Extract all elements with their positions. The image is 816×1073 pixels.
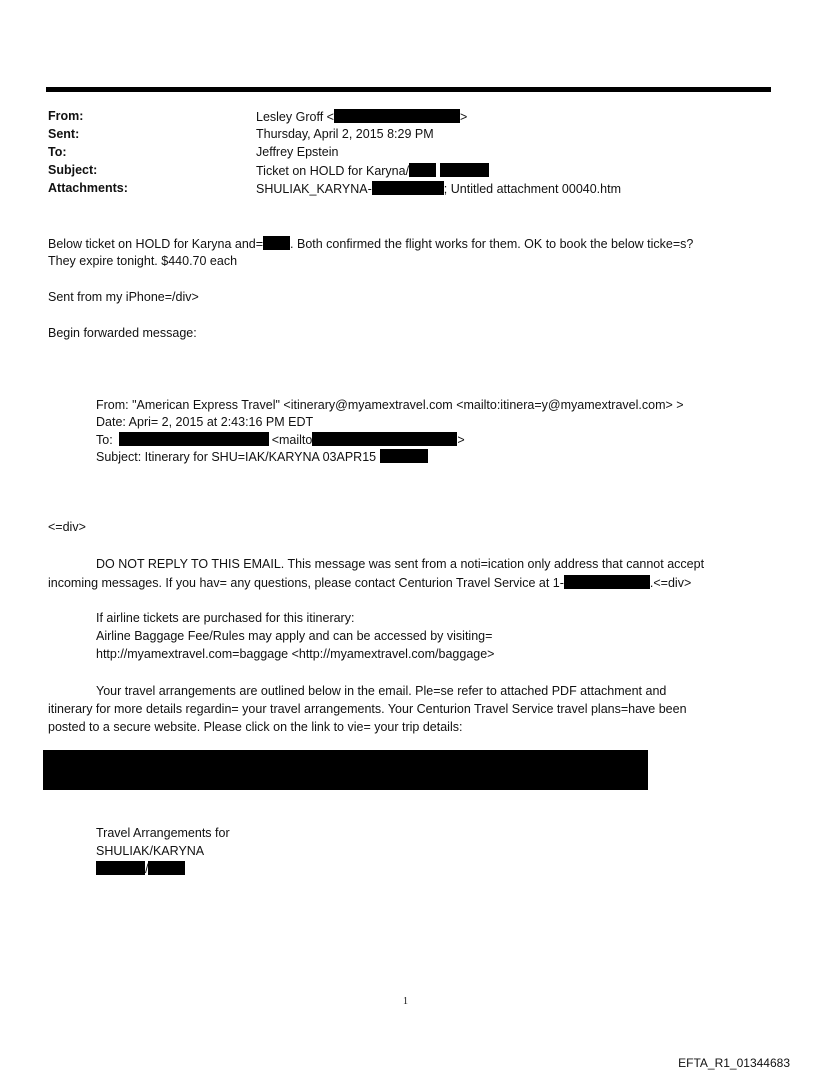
airline-line-1: If airline tickets are purchased for this itinerary: <box>96 611 355 625</box>
forwarded-date-line: Date: Apri= 2, 2015 at 2:43:16 PM EDT <box>96 415 314 429</box>
sent-from-line: Sent from my iPhone=/div> <box>48 290 199 304</box>
arrangements-slash: / <box>145 862 149 876</box>
from-label: From: <box>48 109 84 123</box>
div-tag-line: <=div> <box>48 520 86 534</box>
notice-line-1: DO NOT REPLY TO THIS EMAIL. This message was sent from a noti=ication only address that cannot accept <box>96 557 705 571</box>
p1-text-b: . Both confirmed the flight works for them. OK to book the below ticke=s? <box>290 237 694 251</box>
sent-value: Thursday, April 2, 2015 8:29 PM <box>256 127 434 141</box>
notice-line-2 <box>48 575 691 590</box>
travel-line-2: itinerary for more details regardin= your travel arrangements. Your Centurion Travel Service travel plans=have been <box>48 702 687 716</box>
begin-forwarded-line: Begin forwarded message: <box>48 326 197 340</box>
subject-value <box>256 163 489 178</box>
redacted-trip-link <box>43 750 648 790</box>
p1-text-a: Below ticket on HOLD for Karyna and= <box>48 237 264 251</box>
forwarded-from-line: From: "American Express Travel" <itinerary@myamextravel.com <mailto:itinera=y@myamextravel.com> > <box>96 398 684 412</box>
redaction-box <box>380 449 428 463</box>
forwarded-subject-line <box>96 449 428 464</box>
airline-baggage-link[interactable]: http://myamextravel.com=baggage <http://myamextravel.com/baggage> <box>96 647 495 661</box>
body-paragraph-1 <box>48 236 693 251</box>
subject-label: Subject: <box>48 163 98 177</box>
forwarded-subject-text: Subject: Itinerary for SHU=IAK/KARYNA 03APR15 <box>96 450 377 464</box>
redaction-box <box>119 432 269 446</box>
from-value <box>256 109 467 124</box>
notice-text-b: .<=div> <box>649 576 692 590</box>
redaction-box <box>96 861 145 875</box>
attachments-label: Attachments: <box>48 181 128 195</box>
forwarded-to-mailto: <mailto <box>271 433 313 447</box>
body-paragraph-1-line-2: They expire tonight. $440.70 each <box>48 254 238 268</box>
to-label: To: <box>48 145 67 159</box>
redaction-box <box>334 109 460 123</box>
redaction-box <box>312 432 457 446</box>
arrangements-line-3 <box>96 861 185 876</box>
redaction-box <box>440 163 489 177</box>
forwarded-to-line <box>96 432 465 447</box>
from-value-end: > <box>459 110 468 124</box>
notice-text-a: incoming messages. If you hav= any questions, please contact Centurion Travel Service at 1- <box>48 576 564 590</box>
redaction-box <box>263 236 290 250</box>
forwarded-to-end: > <box>457 433 465 447</box>
attachments-value <box>256 181 621 196</box>
from-name: Lesley Groff < <box>256 110 334 124</box>
header-rule <box>46 87 771 92</box>
arrangements-line-1: Travel Arrangements for <box>96 826 230 840</box>
document-id-footer: EFTA_R1_01344683 <box>678 1056 790 1070</box>
redaction-box <box>372 181 444 195</box>
arrangements-line-2: SHULIAK/KARYNA <box>96 844 205 858</box>
subject-text: Ticket on HOLD for Karyna/ <box>256 164 410 178</box>
travel-line-3: posted to a secure website. Please click on the link to vie= your trip details: <box>48 720 463 734</box>
forwarded-to-label: To: <box>96 433 113 447</box>
attachment-name[interactable]: SHULIAK_KARYNA- <box>256 182 372 196</box>
page-number: 1 <box>403 996 408 1007</box>
redaction-box <box>409 163 436 177</box>
airline-line-2: Airline Baggage Fee/Rules may apply and can be accessed by visiting= <box>96 629 493 643</box>
sent-label: Sent: <box>48 127 80 141</box>
to-value: Jeffrey Epstein <box>256 145 339 159</box>
attachment-untitled[interactable]: ; Untitled attachment 00040.htm <box>443 182 621 196</box>
redaction-box <box>564 575 650 589</box>
travel-line-1: Your travel arrangements are outlined below in the email. Ple=se refer to attached PDF attachment and <box>96 684 667 698</box>
redaction-box <box>148 861 185 875</box>
